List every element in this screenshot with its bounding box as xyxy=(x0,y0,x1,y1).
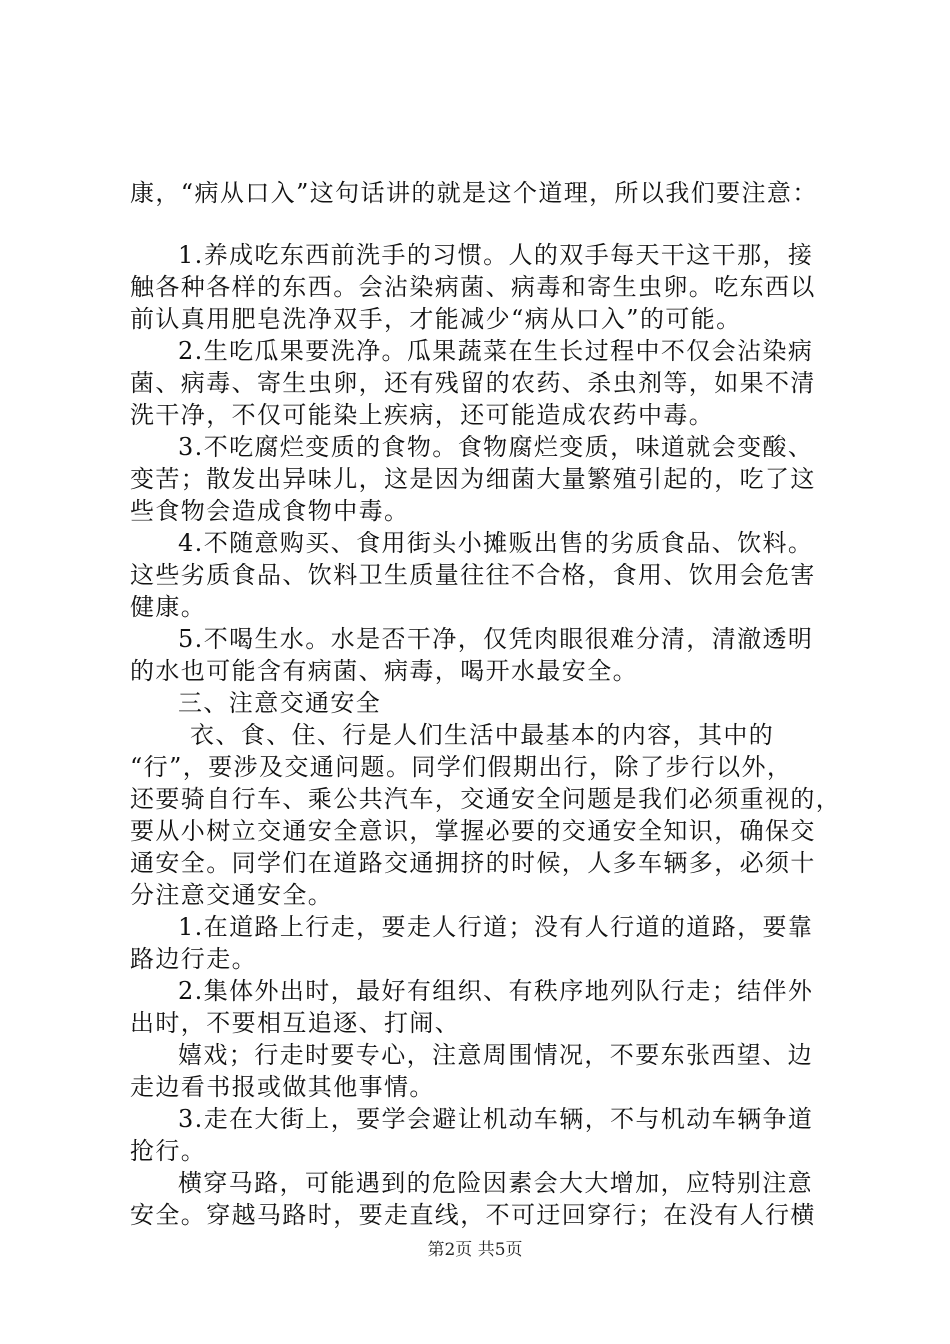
body-text-line: 1.在道路上行走，要走人行道；没有人行道的道路，要靠 xyxy=(178,913,814,941)
body-text-line: 嬉戏；行走时要专心，注意周围情况，不要东张西望、边 xyxy=(178,1041,813,1069)
body-text-line: 触各种各样的东西。会沾染病菌、病毒和寄生虫卵。吃东西以 xyxy=(130,273,816,301)
body-text-line: 2.生吃瓜果要洗净。瓜果蔬菜在生长过程中不仅会沾染病 xyxy=(178,337,814,365)
body-text-line: 康，“病从口入”这句话讲的就是这个道理，所以我们要注意： xyxy=(130,179,818,207)
body-text-line: 3.走在大街上，要学会避让机动车辆，不与机动车辆争道 xyxy=(178,1105,814,1133)
body-text-line: 路边行走。 xyxy=(130,945,257,973)
body-text-line: 抢行。 xyxy=(130,1137,207,1165)
body-text-line: 分注意交通安全。 xyxy=(130,881,334,909)
body-text-line: 5.不喝生水。水是否干净，仅凭肉眼很难分清，清澈透明 xyxy=(178,625,814,653)
body-text-line: 变苦；散发出异味儿，这是因为细菌大量繁殖引起的，吃了这 xyxy=(130,465,816,493)
body-text-line: 出时，不要相互追逐、打闹、 xyxy=(130,1009,461,1037)
body-text-line: 些食物会造成食物中毒。 xyxy=(130,497,410,525)
body-text-line: 菌、病毒、寄生虫卵，还有残留的农药、杀虫剂等，如果不清 xyxy=(130,369,816,397)
body-text-line: 前认真用肥皂洗净双手，才能减少“病从口入”的可能。 xyxy=(130,305,742,333)
section-heading: 三、注意交通安全 xyxy=(178,689,382,717)
body-text-line: 横穿马路，可能遇到的危险因素会大大增加，应特别注意 xyxy=(178,1169,813,1197)
body-text-line: 洗干净，不仅可能染上疾病，还可能造成农药中毒。 xyxy=(130,401,715,429)
body-text-line: 衣、食、住、行是人们生活中最基本的内容，其中的 xyxy=(190,721,775,749)
body-text-line: 安全。穿越马路时，要走直线，不可迂回穿行；在没有人行横 xyxy=(130,1201,816,1229)
body-text-line: 2.集体外出时，最好有组织、有秩序地列队行走；结伴外 xyxy=(178,977,814,1005)
body-text-line: 还要骑自行车、乘公共汽车，交通安全问题是我们必须重视的， xyxy=(130,785,842,813)
body-text-line: 的水也可能含有病菌、病毒，喝开水最安全。 xyxy=(130,657,638,685)
body-text-line: 走边看书报或做其他事情。 xyxy=(130,1073,435,1101)
body-text-line: 1.养成吃东西前洗手的习惯。人的双手每天干这干那，接 xyxy=(178,241,814,269)
body-text-line: 这些劣质食品、饮料卫生质量往往不合格，食用、饮用会危害 xyxy=(130,561,816,589)
body-text-line: 3.不吃腐烂变质的食物。食物腐烂变质，味道就会变酸、 xyxy=(178,433,814,461)
body-text-line: 通安全。同学们在道路交通拥挤的时候，人多车辆多，必须十 xyxy=(130,849,816,877)
body-text-line: 4.不随意购买、食用街头小摊贩出售的劣质食品、饮料。 xyxy=(178,529,814,557)
body-text-line: 健康。 xyxy=(130,593,207,621)
body-text-line: 要从小树立交通安全意识，掌握必要的交通安全知识，确保交 xyxy=(130,817,816,845)
page-number-footer: 第2页 共5页 xyxy=(427,1240,523,1260)
body-text-line: “行”，要涉及交通问题。同学们假期出行，除了步行以外， xyxy=(130,753,793,781)
